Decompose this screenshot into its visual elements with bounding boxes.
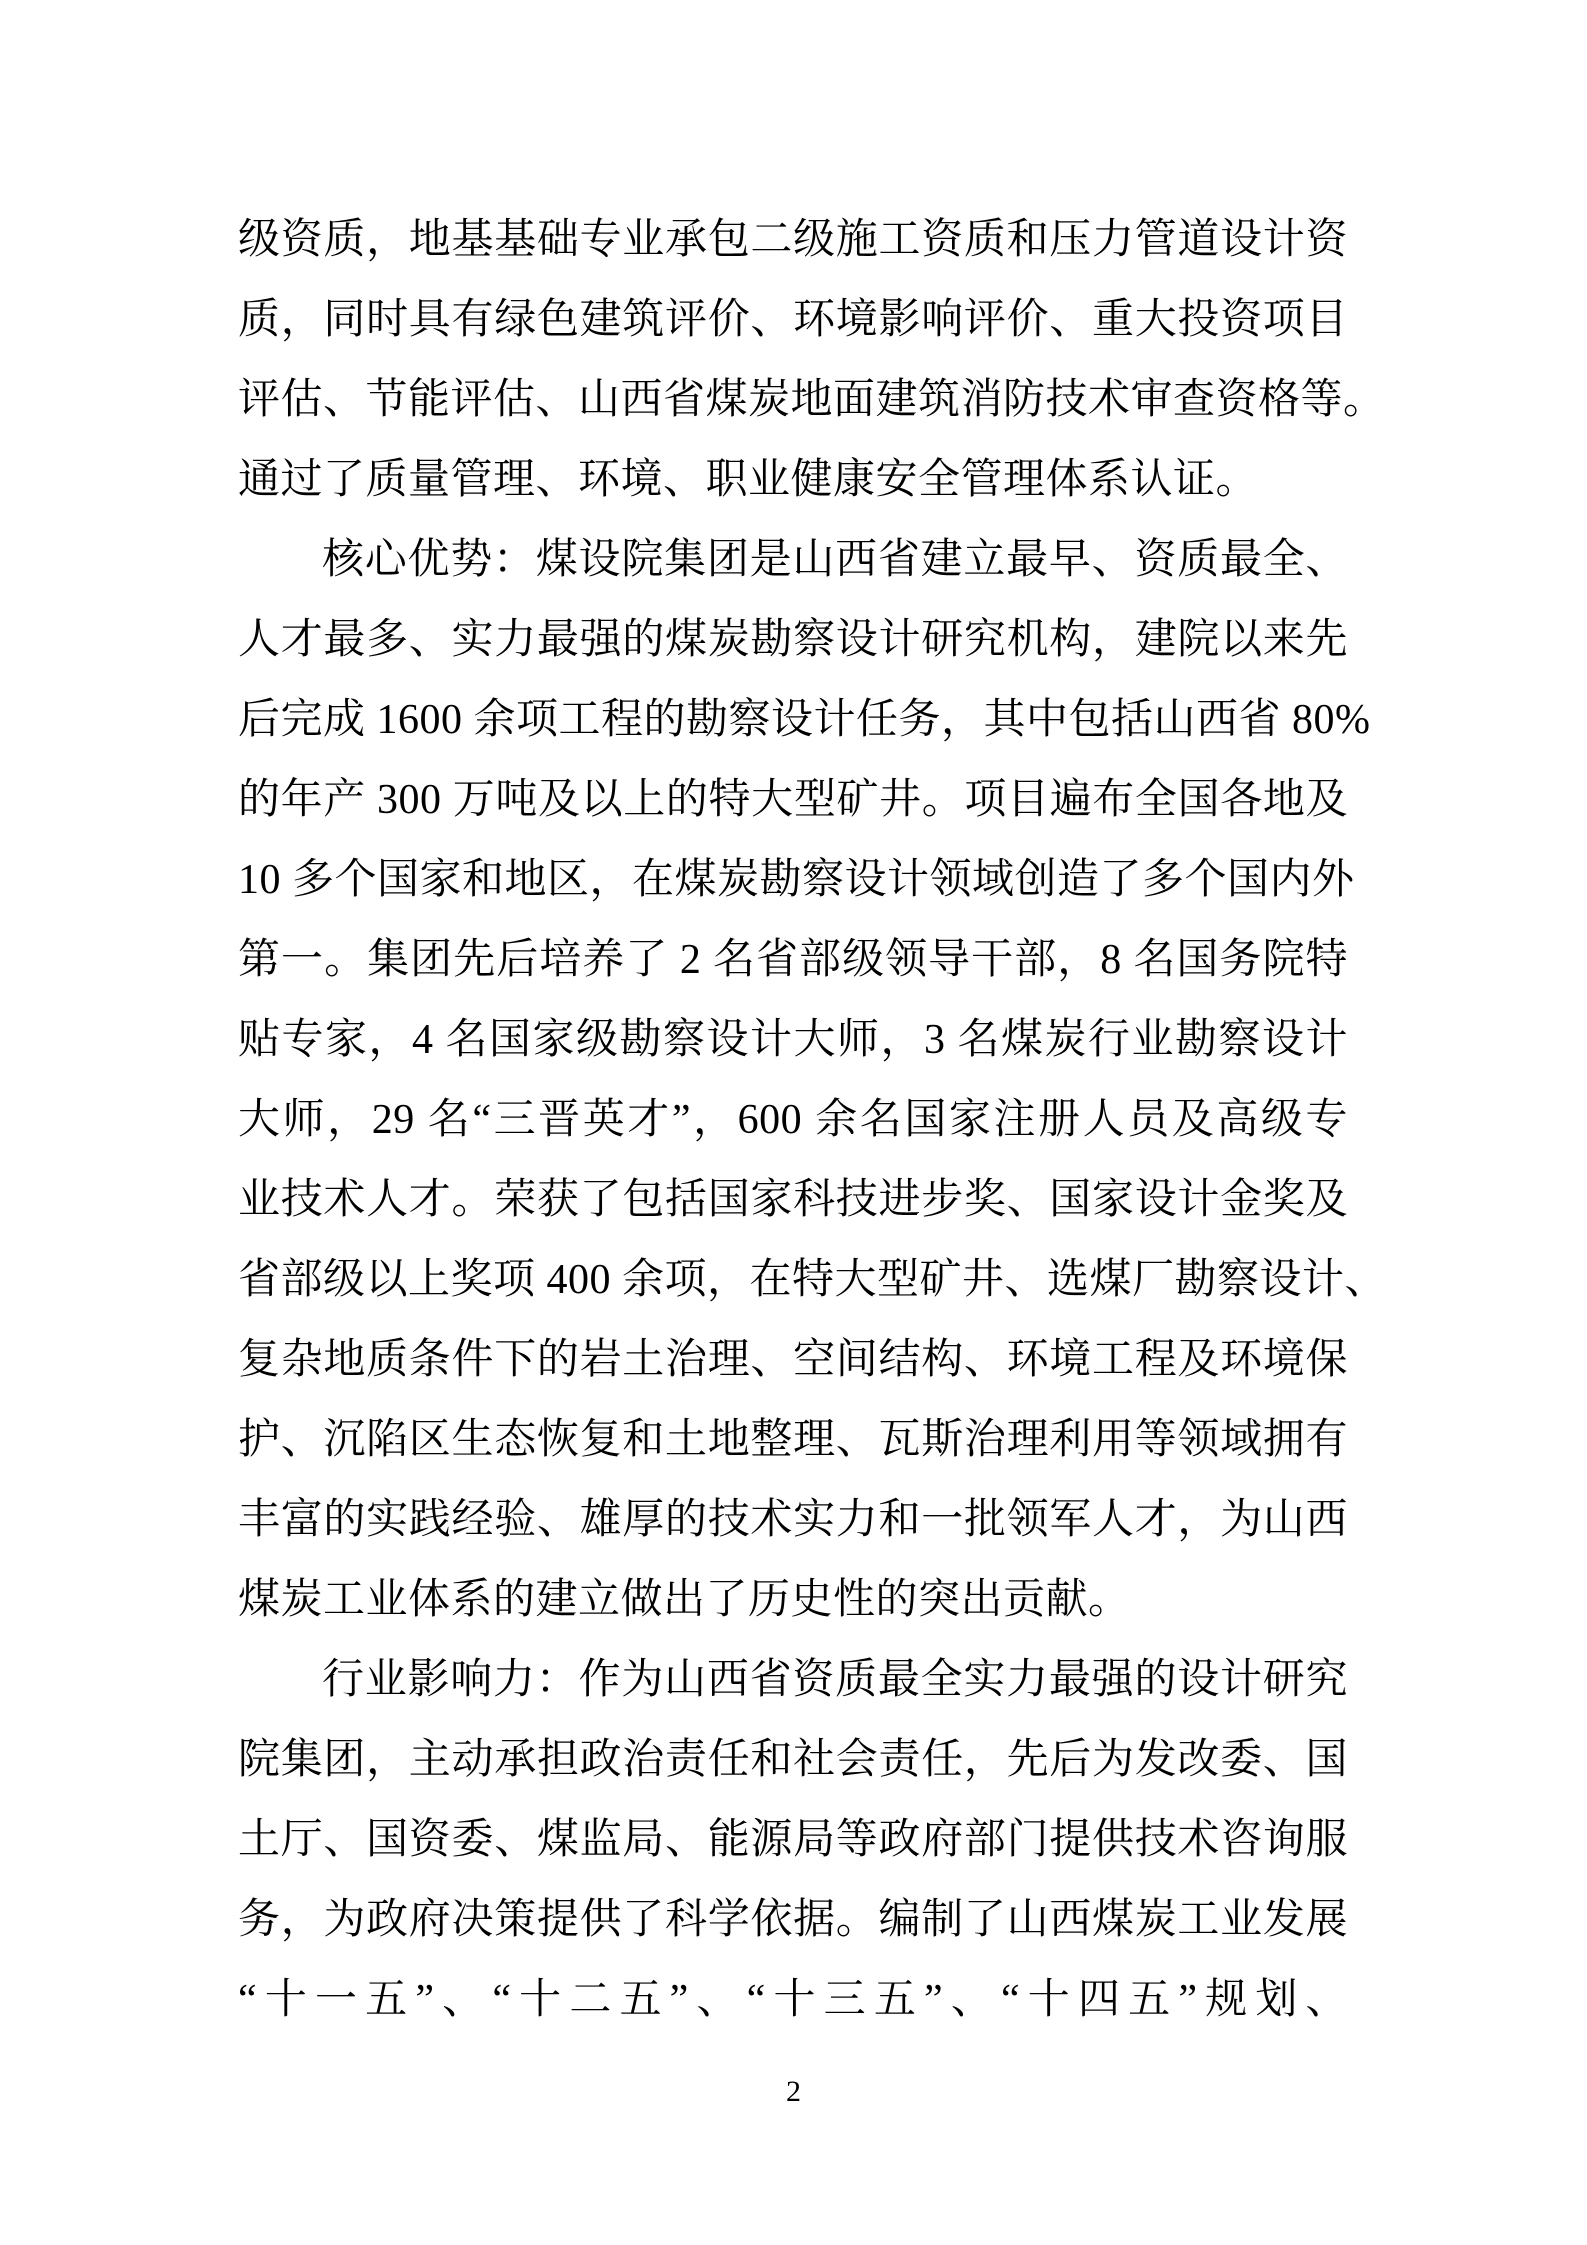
- text-line: 人才最多、实力最强的煤炭勘察设计研究机构，建院以来先: [238, 617, 1348, 663]
- text-line: 质，同时具有绿色建筑评价、环境影响评价、重大投资项目: [238, 297, 1348, 343]
- text-line: 煤炭工业体系的建立做出了历史性的突出贡献。: [238, 1577, 1131, 1623]
- text-line: 丰富的实践经验、雄厚的技术实力和一批领军人才，为山西: [238, 1497, 1348, 1543]
- text-line: 土厅、国资委、煤监局、能源局等政府部门提供技术咨询服: [238, 1817, 1348, 1863]
- text-line: 贴专家，4 名国家级勘察设计大师，3 名煤炭行业勘察设计: [238, 1017, 1348, 1063]
- text-line: 行业影响力：作为山西省资质最全实力最强的设计研究: [322, 1657, 1348, 1703]
- paragraph: [238, 200, 1386, 520]
- text-line: 省部级以上奖项 400 余项，在特大型矿井、选煤厂勘察设计、: [238, 1257, 1388, 1303]
- text-line: 护、沉陷区生态恢复和土地整理、瓦斯治理利用等领域拥有: [238, 1417, 1348, 1463]
- text-line: 后完成 1600 余项工程的勘察设计任务，其中包括山西省 80%: [238, 697, 1371, 743]
- text-line: 10 多个国家和地区，在煤炭勘察设计领域创造了多个国内外: [238, 857, 1355, 903]
- text-line: 复杂地质条件下的岩土治理、空间结构、环境工程及环境保: [238, 1337, 1348, 1383]
- text-line: 评估、节能评估、山西省煤炭地面建筑消防技术审查资格等。: [238, 377, 1386, 423]
- text-line: 第一。集团先后培养了 2 名省部级领导干部，8 名国务院特: [238, 937, 1348, 983]
- text-line: 务，为政府决策提供了科学依据。编制了山西煤炭工业发展: [238, 1897, 1348, 1943]
- text-line: 院集团，主动承担政治责任和社会责任，先后为发改委、国: [238, 1737, 1348, 1783]
- text-line: 通过了质量管理、环境、职业健康安全管理体系认证。: [238, 457, 1259, 503]
- text-line: 大师，29 名“三晋英才”，600 余名国家注册人员及高级专: [238, 1097, 1348, 1143]
- text-line: 业技术人才。荣获了包括国家科技进步奖、国家设计金奖及: [238, 1177, 1348, 1223]
- body-text: [238, 200, 1388, 2040]
- paragraph: [238, 1640, 1348, 2040]
- text-line: 的年产 300 万吨及以上的特大型矿井。项目遍布全国各地及: [238, 777, 1348, 823]
- page-number: 2: [786, 2075, 801, 2108]
- text-line: 级资质，地基基础专业承包二级施工资质和压力管道设计资: [238, 217, 1348, 263]
- paragraph: [238, 520, 1388, 1640]
- text-line: 核心优势：煤设院集团是山西省建立最早、资质最全、: [322, 537, 1348, 583]
- text-line: “十一五”、“十二五”、“十三五”、“十四五”规划、: [238, 1977, 1348, 2023]
